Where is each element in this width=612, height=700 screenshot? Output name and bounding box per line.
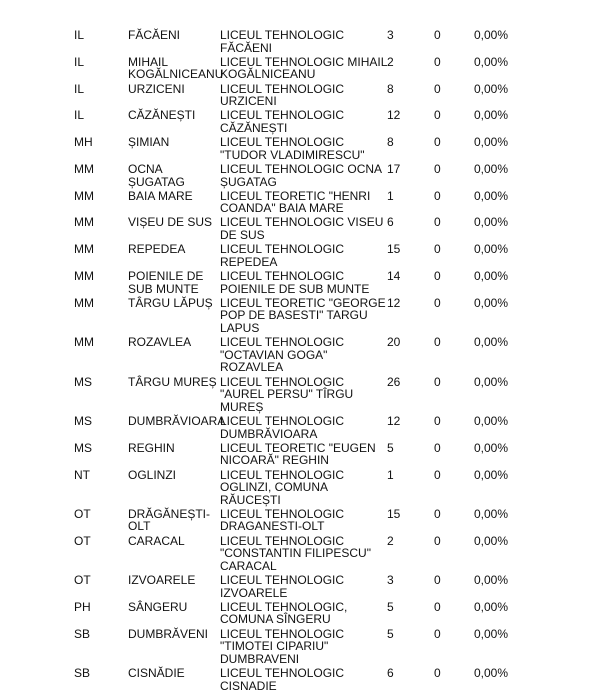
table-body bbox=[0, 29, 612, 694]
zero-count-cell: 0 bbox=[434, 467, 441, 482]
zero-count-cell: 0 bbox=[434, 135, 441, 150]
county-code-cell: MH bbox=[74, 135, 93, 150]
count-cell: 12 bbox=[387, 295, 401, 310]
county-code-cell: MM bbox=[74, 188, 94, 203]
percentage-cell: 0,00% bbox=[474, 573, 509, 588]
county-code-cell: SB bbox=[74, 626, 91, 641]
locality-cell: POIENILE DE SUB MUNTE bbox=[128, 269, 204, 296]
count-cell: 2 bbox=[387, 54, 394, 69]
table-row bbox=[0, 297, 612, 336]
locality-cell: TÂRGU MUREȘ bbox=[128, 374, 217, 389]
zero-count-cell: 0 bbox=[434, 665, 441, 680]
locality-cell: TÂRGU LĂPUȘ bbox=[128, 295, 213, 310]
locality-cell: OCNA ȘUGATAG bbox=[128, 161, 185, 189]
count-cell: 15 bbox=[387, 242, 401, 257]
school-name-cell: LICEUL TEHNOLOGIC FĂCĂENI bbox=[220, 28, 345, 55]
locality-cell: REPEDEA bbox=[128, 242, 186, 257]
table-row bbox=[0, 667, 612, 694]
percentage-cell: 0,00% bbox=[474, 626, 509, 641]
table-row bbox=[0, 136, 612, 163]
percentage-cell: 0,00% bbox=[474, 188, 509, 203]
count-cell: 1 bbox=[387, 188, 394, 203]
county-code-cell: MS bbox=[74, 440, 92, 455]
school-name-cell: LICEUL TEHNOLOGIC "CONSTANTIN FILIPESCU" CARACAL bbox=[220, 533, 371, 573]
school-name-cell: LICEUL TEHNOLOGIC "AUREL PERSU" TÎRGU MUREȘ bbox=[220, 374, 354, 414]
percentage-cell: 0,00% bbox=[474, 295, 509, 310]
percentage-cell: 0,00% bbox=[474, 242, 509, 257]
locality-cell: CĂZĂNEȘTI bbox=[128, 108, 196, 123]
county-code-cell: MM bbox=[74, 335, 94, 350]
count-cell: 5 bbox=[387, 440, 394, 455]
zero-count-cell: 0 bbox=[434, 413, 441, 428]
percentage-cell: 0,00% bbox=[474, 108, 509, 123]
school-name-cell: LICEUL TEHNOLOGIC "TUDOR VLADIMIRESCU" bbox=[220, 135, 365, 162]
percentage-cell: 0,00% bbox=[474, 506, 509, 521]
results-table bbox=[0, 29, 612, 694]
zero-count-cell: 0 bbox=[434, 626, 441, 641]
table-row bbox=[0, 574, 612, 601]
school-name-cell: LICEUL TEHNOLOGIC IZVOARELE bbox=[220, 573, 345, 600]
locality-cell: URZICENI bbox=[128, 81, 185, 96]
zero-count-cell: 0 bbox=[434, 54, 441, 69]
percentage-cell: 0,00% bbox=[474, 54, 509, 69]
school-name-cell: LICEUL TEHNOLOGIC CISNADIE bbox=[220, 665, 345, 693]
county-code-cell: IL bbox=[74, 54, 85, 69]
table-row bbox=[0, 442, 612, 469]
zero-count-cell: 0 bbox=[434, 533, 441, 548]
count-cell: 5 bbox=[387, 599, 394, 614]
zero-count-cell: 0 bbox=[434, 374, 441, 389]
county-code-cell: OT bbox=[74, 506, 91, 521]
county-code-cell: OT bbox=[74, 533, 91, 548]
table-row bbox=[0, 535, 612, 574]
county-code-cell: SB bbox=[74, 665, 91, 680]
school-name-cell: LICEUL TEHNOLOGIC CĂZĂNEȘTI bbox=[220, 108, 345, 135]
percentage-cell: 0,00% bbox=[474, 665, 509, 680]
zero-count-cell: 0 bbox=[434, 161, 441, 176]
locality-cell: VIȘEU DE SUS bbox=[128, 215, 213, 230]
table-row bbox=[0, 376, 612, 415]
county-code-cell: MS bbox=[74, 374, 92, 389]
count-cell: 6 bbox=[387, 665, 394, 680]
percentage-cell: 0,00% bbox=[474, 269, 509, 284]
zero-count-cell: 0 bbox=[434, 573, 441, 588]
count-cell: 3 bbox=[387, 573, 394, 588]
school-name-cell: LICEUL TEHNOLOGIC OGLINZI, COMUNA RĂUCEȘTI bbox=[220, 467, 345, 507]
locality-cell: DUMBRĂVIOARA bbox=[128, 413, 226, 428]
county-code-cell: MM bbox=[74, 295, 94, 310]
percentage-cell: 0,00% bbox=[474, 374, 509, 389]
percentage-cell: 0,00% bbox=[474, 161, 509, 176]
county-code-cell: MM bbox=[74, 161, 94, 176]
zero-count-cell: 0 bbox=[434, 440, 441, 455]
count-cell: 2 bbox=[387, 533, 394, 548]
locality-cell: DRĂGĂNEȘTI-OLT bbox=[128, 506, 211, 534]
zero-count-cell: 0 bbox=[434, 108, 441, 123]
school-name-cell: LICEUL TEHNOLOGIC "TIMOTEI CIPARIU" DUMBRAVENI bbox=[220, 626, 345, 666]
count-cell: 15 bbox=[387, 506, 401, 521]
school-name-cell: LICEUL TEHNOLOGIC, COMUNA SÎNGERU bbox=[220, 599, 348, 627]
zero-count-cell: 0 bbox=[434, 188, 441, 203]
table-row bbox=[0, 216, 612, 243]
school-name-cell: LICEUL TEHNOLOGIC REPEDEA bbox=[220, 242, 345, 269]
locality-cell: CISNĂDIE bbox=[128, 665, 185, 680]
county-code-cell: MM bbox=[74, 269, 94, 284]
locality-cell: MIHAIL KOGĂLNICEANU bbox=[128, 54, 224, 82]
table-row bbox=[0, 601, 612, 628]
locality-cell: ȘIMIAN bbox=[128, 135, 170, 150]
locality-cell: ROZAVLEA bbox=[128, 335, 192, 350]
county-code-cell: NT bbox=[74, 467, 90, 482]
county-code-cell: IL bbox=[74, 81, 85, 96]
school-name-cell: LICEUL TEORETIC "EUGEN NICOARĂ" REGHIN bbox=[220, 440, 376, 468]
table-row bbox=[0, 83, 612, 110]
county-code-cell: IL bbox=[74, 28, 85, 42]
table-row bbox=[0, 270, 612, 297]
school-name-cell: LICEUL TEHNOLOGIC URZICENI bbox=[220, 81, 345, 109]
locality-cell: FĂCĂENI bbox=[128, 28, 181, 42]
zero-count-cell: 0 bbox=[434, 269, 441, 284]
percentage-cell: 0,00% bbox=[474, 413, 509, 428]
school-name-cell: LICEUL TEHNOLOGIC VISEU DE SUS bbox=[220, 215, 384, 243]
locality-cell: IZVOARELE bbox=[128, 573, 196, 588]
county-code-cell: OT bbox=[74, 573, 91, 588]
table-row bbox=[0, 336, 612, 375]
count-cell: 20 bbox=[387, 335, 401, 350]
percentage-cell: 0,00% bbox=[474, 135, 509, 150]
table-row bbox=[0, 29, 612, 56]
county-code-cell: PH bbox=[74, 599, 91, 614]
count-cell: 6 bbox=[387, 215, 394, 230]
percentage-cell: 0,00% bbox=[474, 81, 509, 96]
county-code-cell: MS bbox=[74, 413, 92, 428]
table-row bbox=[0, 163, 612, 190]
zero-count-cell: 0 bbox=[434, 295, 441, 310]
count-cell: 12 bbox=[387, 413, 401, 428]
count-cell: 26 bbox=[387, 374, 401, 389]
table-row bbox=[0, 56, 612, 83]
percentage-cell: 0,00% bbox=[474, 440, 509, 455]
zero-count-cell: 0 bbox=[434, 28, 441, 42]
county-code-cell: IL bbox=[74, 108, 85, 123]
county-code-cell: MM bbox=[74, 215, 94, 230]
school-name-cell: LICEUL TEHNOLOGIC MIHAIL KOGĂLNICEANU bbox=[220, 54, 387, 82]
locality-cell: BAIA MARE bbox=[128, 188, 193, 203]
school-name-cell: LICEUL TEHNOLOGIC OCNA ȘUGATAG bbox=[220, 161, 382, 189]
school-name-cell: LICEUL TEORETIC "HENRI COANDA" BAIA MARE bbox=[220, 188, 371, 216]
percentage-cell: 0,00% bbox=[474, 215, 509, 230]
table-row bbox=[0, 415, 612, 442]
count-cell: 1 bbox=[387, 467, 394, 482]
zero-count-cell: 0 bbox=[434, 81, 441, 96]
percentage-cell: 0,00% bbox=[474, 335, 509, 350]
percentage-cell: 0,00% bbox=[474, 28, 509, 42]
zero-count-cell: 0 bbox=[434, 506, 441, 521]
table-row bbox=[0, 469, 612, 508]
locality-cell: DUMBRĂVENI bbox=[128, 626, 209, 641]
count-cell: 3 bbox=[387, 28, 394, 42]
percentage-cell: 0,00% bbox=[474, 467, 509, 482]
locality-cell: SÂNGERU bbox=[128, 599, 188, 614]
zero-count-cell: 0 bbox=[434, 335, 441, 350]
percentage-cell: 0,00% bbox=[474, 533, 509, 548]
percentage-cell: 0,00% bbox=[474, 599, 509, 614]
table-row bbox=[0, 628, 612, 667]
school-name-cell: LICEUL TEHNOLOGIC "OCTAVIAN GOGA" ROZAVLEA bbox=[220, 335, 345, 375]
school-name-cell: LICEUL TEHNOLOGIC DRAGANESTI-OLT bbox=[220, 506, 345, 534]
table-row bbox=[0, 243, 612, 270]
count-cell: 8 bbox=[387, 135, 394, 150]
table-row bbox=[0, 190, 612, 217]
zero-count-cell: 0 bbox=[434, 242, 441, 257]
school-name-cell: LICEUL TEORETIC "GEORGE POP DE BASESTI" TARGU LAPUS bbox=[220, 295, 386, 335]
zero-count-cell: 0 bbox=[434, 599, 441, 614]
school-name-cell: LICEUL TEHNOLOGIC DUMBRĂVIOARA bbox=[220, 413, 345, 441]
count-cell: 17 bbox=[387, 161, 401, 176]
count-cell: 8 bbox=[387, 81, 394, 96]
county-code-cell: MM bbox=[74, 242, 94, 257]
locality-cell: REGHIN bbox=[128, 440, 175, 455]
school-name-cell: LICEUL TEHNOLOGIC POIENILE DE SUB MUNTE bbox=[220, 269, 370, 296]
count-cell: 12 bbox=[387, 108, 401, 123]
locality-cell: CARACAL bbox=[128, 533, 185, 548]
count-cell: 5 bbox=[387, 626, 394, 641]
table-row bbox=[0, 109, 612, 136]
count-cell: 14 bbox=[387, 269, 401, 284]
locality-cell: OGLINZI bbox=[128, 467, 177, 482]
table-row bbox=[0, 508, 612, 535]
zero-count-cell: 0 bbox=[434, 215, 441, 230]
